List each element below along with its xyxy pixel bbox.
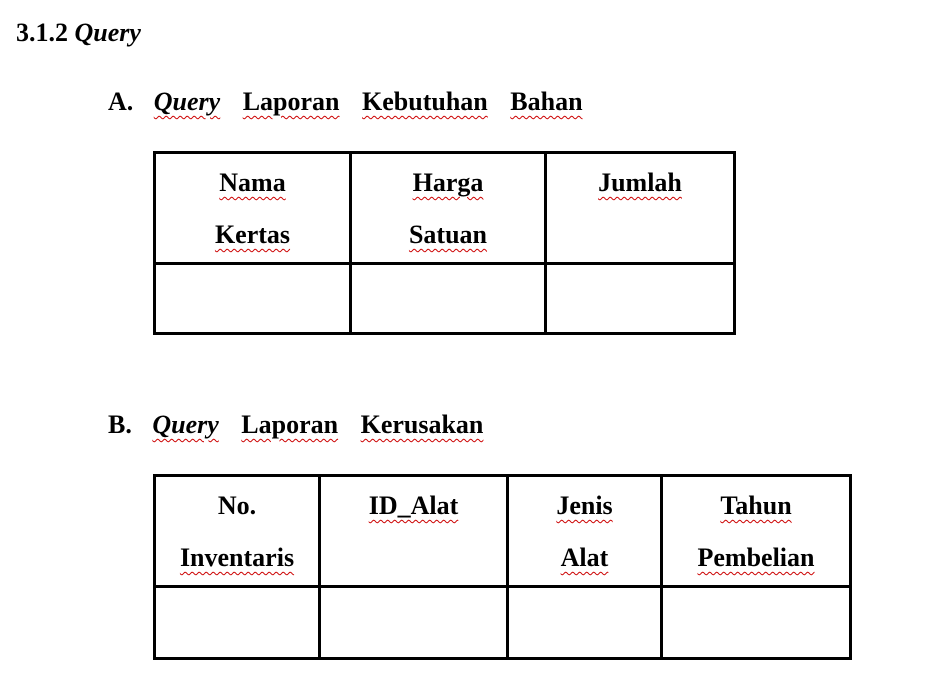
- query-a-word-4: Bahan: [510, 87, 583, 116]
- table-cell-empty: [351, 264, 546, 334]
- table-cell-empty: [155, 264, 351, 334]
- header-line: Kertas: [214, 220, 291, 249]
- header-cell-id-alat: [320, 476, 508, 587]
- query-a-word-2: Laporan: [242, 87, 340, 116]
- query-b-word-2: Laporan: [241, 410, 339, 439]
- header-line: ID_Alat: [368, 491, 459, 520]
- header-line: Jumlah: [598, 168, 682, 197]
- table-cell-empty: [508, 587, 662, 659]
- header-cell-harga-satuan: [351, 153, 546, 264]
- table-header-row: [155, 476, 851, 587]
- header-line: Nama: [219, 168, 286, 197]
- query-b-heading: [108, 408, 483, 442]
- header-line: No.: [217, 491, 257, 520]
- header-cell-jenis-alat: [508, 476, 662, 587]
- header-cell-tahun-pembelian: [662, 476, 851, 587]
- header-line: Jenis: [556, 491, 613, 520]
- table-cell-empty: [546, 264, 735, 334]
- query-b-table: [153, 474, 852, 660]
- query-a-table: [153, 151, 736, 335]
- header-line: Satuan: [408, 220, 488, 249]
- header-line: Alat: [560, 543, 609, 572]
- query-a-word-3: Kebutuhan: [362, 87, 488, 116]
- table-cell-empty: [155, 587, 320, 659]
- table-row: [155, 264, 735, 334]
- header-line: Pembelian: [697, 543, 815, 572]
- header-line: Inventaris: [179, 543, 295, 572]
- header-line: Harga: [412, 168, 484, 197]
- query-b-marker: B.: [108, 410, 132, 439]
- query-b-word-3: Kerusakan: [360, 410, 484, 439]
- table-row: [155, 587, 851, 659]
- query-b-word-1: Query: [152, 410, 219, 439]
- query-a-marker: A.: [108, 87, 134, 116]
- header-line: Tahun: [720, 491, 792, 520]
- header-cell-jumlah: [546, 153, 735, 264]
- query-a-word-1: Query: [153, 87, 221, 116]
- section-number: 3.1.2: [16, 18, 68, 47]
- query-a-heading: [108, 85, 583, 119]
- header-cell-nama-kertas: [155, 153, 351, 264]
- header-cell-no-inventaris: [155, 476, 320, 587]
- section-title-text: Query: [74, 18, 141, 47]
- table-cell-empty: [320, 587, 508, 659]
- table-cell-empty: [662, 587, 851, 659]
- section-title: [16, 16, 141, 50]
- table-header-row: [155, 153, 735, 264]
